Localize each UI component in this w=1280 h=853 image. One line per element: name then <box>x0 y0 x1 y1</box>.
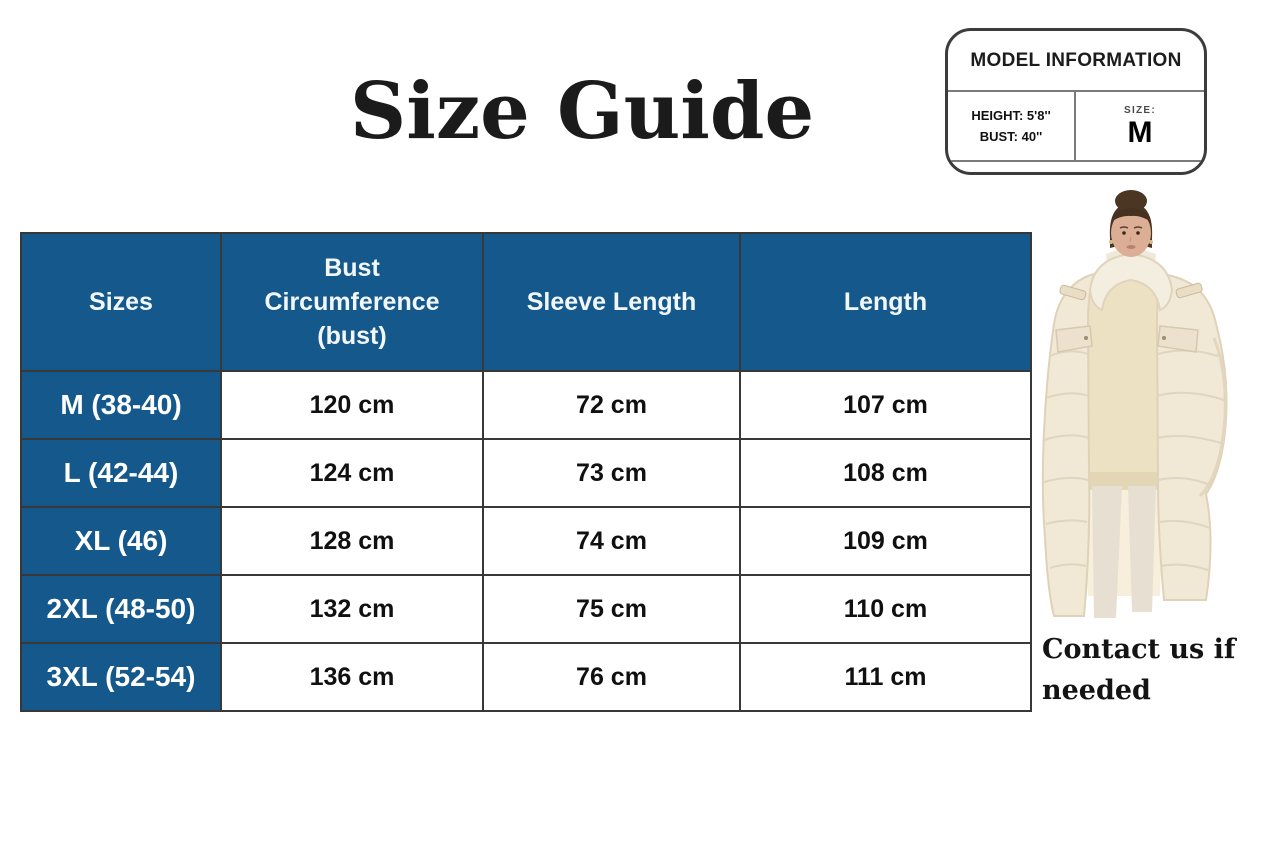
table-row <box>21 439 1031 507</box>
model-size-value: M <box>1127 115 1153 149</box>
model-bust: BUST: 40'' <box>979 129 1043 144</box>
size-cell: M (38-40) <box>21 371 221 439</box>
sleeve-cell: 76 cm <box>483 643 740 711</box>
column-header-sleeve: Sleeve Length <box>483 233 740 371</box>
bust-cell: 128 cm <box>221 507 483 575</box>
model-measurements <box>948 92 1076 160</box>
column-header-length: Length <box>740 233 1031 371</box>
table-row <box>21 575 1031 643</box>
table-row <box>21 371 1031 439</box>
model-photo-illustration <box>1036 188 1264 624</box>
model-info-card <box>945 28 1207 175</box>
column-header-bust: Bust Circumference (bust) <box>221 233 483 371</box>
length-cell: 109 cm <box>740 507 1031 575</box>
size-cell: L (42-44) <box>21 439 221 507</box>
contact-note: Contact us if needed <box>1042 634 1236 706</box>
size-cell: 2XL (48-50) <box>21 575 221 643</box>
length-cell: 107 cm <box>740 371 1031 439</box>
size-cell: 3XL (52-54) <box>21 643 221 711</box>
model-info-title: MODEL INFORMATION <box>948 31 1204 92</box>
model-height: HEIGHT: 5'8'' <box>971 108 1051 123</box>
table-row <box>21 643 1031 711</box>
bust-cell: 132 cm <box>221 575 483 643</box>
bust-cell: 136 cm <box>221 643 483 711</box>
sleeve-cell: 72 cm <box>483 371 740 439</box>
page-title: Size Guide <box>349 66 815 157</box>
model-info-body <box>948 92 1204 162</box>
length-cell: 110 cm <box>740 575 1031 643</box>
table-row <box>21 507 1031 575</box>
length-cell: 108 cm <box>740 439 1031 507</box>
model-size <box>1076 92 1204 160</box>
size-table <box>20 232 1032 712</box>
model-size-label: SIZE: <box>1123 104 1157 116</box>
model-photo <box>1036 188 1264 624</box>
bust-cell: 124 cm <box>221 439 483 507</box>
length-cell: 111 cm <box>740 643 1031 711</box>
size-cell: XL (46) <box>21 507 221 575</box>
sleeve-cell: 73 cm <box>483 439 740 507</box>
bust-cell: 120 cm <box>221 371 483 439</box>
table-header-row <box>21 233 1031 371</box>
sleeve-cell: 74 cm <box>483 507 740 575</box>
sleeve-cell: 75 cm <box>483 575 740 643</box>
column-header-sizes: Sizes <box>21 233 221 371</box>
